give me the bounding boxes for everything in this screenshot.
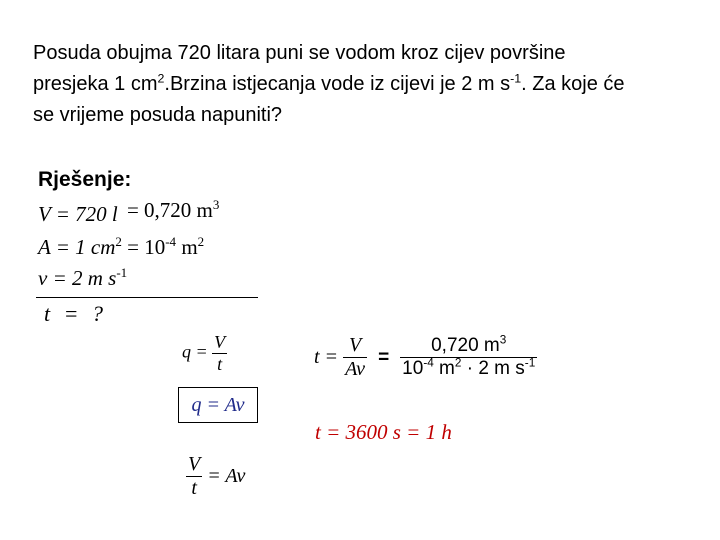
given-velocity bbox=[38, 266, 127, 291]
formula-lhs: t = bbox=[314, 346, 339, 368]
fraction-denominator: Av bbox=[345, 358, 366, 380]
given-area bbox=[38, 235, 204, 260]
superscript: 2 bbox=[157, 71, 165, 86]
fraction-numerator: V bbox=[214, 332, 226, 352]
formula-rhs: = Av bbox=[207, 465, 246, 487]
fraction-denominator: t bbox=[191, 477, 197, 499]
given-area-right: m bbox=[176, 235, 198, 259]
solution-heading: Rješenje: bbox=[38, 168, 132, 191]
result: t = 3600 s = 1 h bbox=[315, 420, 452, 444]
formula-flow-rate bbox=[182, 332, 227, 375]
problem-line-3: se vrijeme posuda napuniti? bbox=[33, 104, 283, 126]
formula-time-calculation bbox=[314, 334, 537, 381]
fraction-denominator bbox=[400, 358, 537, 380]
superscript: -4 bbox=[423, 356, 434, 370]
problem-text: .Brzina istjecanja vode iz cijevi je 2 m s bbox=[164, 73, 511, 95]
superscript: 3 bbox=[499, 333, 507, 347]
problem-text: presjeka 1 cm bbox=[33, 73, 158, 95]
fraction bbox=[212, 332, 227, 375]
denominator-part: · 2 m s bbox=[461, 358, 525, 379]
given-area-left: A = 1 cm bbox=[38, 235, 116, 259]
denominator-part: 10 bbox=[402, 358, 424, 379]
boxed-formula: q = Av bbox=[178, 387, 258, 423]
given-volume-value: = 0,720 m bbox=[126, 198, 213, 222]
given-area-mid: = 10 bbox=[121, 235, 166, 259]
problem-line-1: Posuda obujma 720 litara puni se vodom kroz cijev površine bbox=[33, 42, 566, 64]
given-volume-left: V = 720 l bbox=[38, 202, 118, 226]
given-velocity-value: v = 2 m s bbox=[38, 266, 117, 290]
fraction-numerator: V bbox=[188, 453, 201, 475]
superscript: -4 bbox=[165, 234, 177, 249]
fraction bbox=[400, 335, 537, 380]
fraction-denominator: t bbox=[217, 354, 223, 374]
superscript: 2 bbox=[115, 234, 122, 249]
superscript: -1 bbox=[510, 71, 522, 86]
given-volume bbox=[38, 197, 220, 227]
fraction-numerator: V bbox=[343, 334, 367, 358]
given-volume-right bbox=[127, 198, 219, 222]
superscript: 2 bbox=[197, 234, 205, 249]
problem-text: . Za koje će bbox=[521, 73, 625, 95]
numerator-value: 0,720 m bbox=[431, 335, 500, 356]
formula-equation bbox=[186, 453, 245, 500]
problem-line-2 bbox=[33, 69, 693, 100]
superscript: 2 bbox=[454, 356, 462, 370]
fraction bbox=[186, 453, 202, 500]
superscript: -1 bbox=[524, 356, 536, 370]
unknown-quantity: t = ? bbox=[44, 301, 107, 326]
problem-statement bbox=[33, 38, 693, 131]
fraction bbox=[343, 334, 367, 381]
superscript: -1 bbox=[116, 265, 128, 280]
fraction-numerator bbox=[400, 335, 537, 358]
denominator-part: m bbox=[433, 358, 455, 379]
formula-lhs: q = bbox=[182, 341, 208, 362]
equals-sign: = bbox=[378, 346, 390, 368]
divider-line bbox=[36, 297, 258, 298]
superscript: 3 bbox=[212, 197, 220, 212]
